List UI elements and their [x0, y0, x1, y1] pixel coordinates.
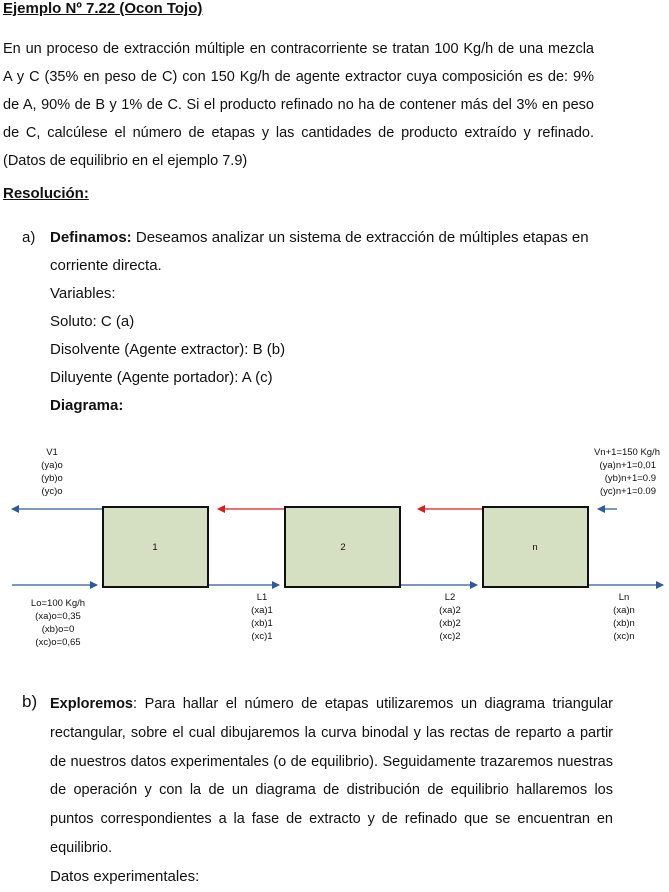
ln-xc-label: (xc)n — [613, 631, 635, 642]
lo-xb-label: (xb)o=0 — [41, 624, 75, 635]
l2-xa-label: (xa)2 — [439, 605, 461, 616]
resolution-heading: Resolución: — [3, 185, 89, 202]
section-a-body — [50, 224, 590, 420]
section-b-label: b) — [22, 692, 38, 711]
l2-label: L2 — [444, 592, 456, 603]
vn1-label: Vn+1=150 Kg/h — [593, 447, 660, 458]
stage-2-label: 2 — [340, 542, 346, 553]
lo-xa-label: (xa)o=0,35 — [35, 611, 81, 622]
disolvente-text: Disolvente (Agente extractor): B (b) — [50, 341, 286, 358]
vn1-yb-label: (yb)n+1=0.9 — [604, 473, 656, 484]
l1-xc-label: (xc)1 — [251, 631, 273, 642]
section-a-intro — [50, 224, 590, 252]
l1-xa-label: (xa)1 — [251, 605, 273, 616]
explore-text: : Para hallar el número de etapas utilizaremos un diagrama triangular rectangular, sobre el cual dibujaremos la curva binodal y las rectas de reparto a partir de nuestros datos experimentales (o de equilibrio). Seguidamente trazaremos nuestras de operación y con la de un diagrama de distribución de equilibrio hallaremos los puntos correspondientes a la fase de extracto y de refinado que se encuentran en equilibrio. — [50, 696, 613, 856]
v1-ya-label: (ya)o — [41, 460, 63, 471]
l2-xb-label: (xb)2 — [439, 618, 461, 629]
lo-xc-label: (xc)o=0,65 — [35, 637, 81, 648]
l1-label: L1 — [256, 592, 268, 603]
lo-label: Lo=100 Kg/h — [30, 598, 86, 609]
vn1-yc-label: (yc)n+1=0.09 — [600, 486, 656, 497]
countercurrent-diagram — [0, 438, 669, 658]
ln-xa-label: (xa)n — [613, 605, 635, 616]
diluyente-text: Diluyente (Agente portador): A (c) — [50, 369, 273, 386]
stage-n-label: n — [532, 542, 538, 553]
vn1-ya-label: (ya)n+1=0,01 — [599, 460, 656, 471]
diagram-heading: Diagrama: — [50, 397, 124, 414]
l1-xb-label: (xb)1 — [251, 618, 273, 629]
define-heading: Definamos: — [50, 229, 132, 246]
explore-paragraph — [50, 696, 613, 856]
soluto-text: Soluto: C (a) — [50, 313, 135, 330]
variables-label: Variables: — [50, 285, 116, 302]
define-text-1: Deseamos analizar un sistema de extracción de múltiples etapas en — [131, 229, 589, 246]
define-text-2: corriente directa. — [50, 257, 162, 274]
section-a-label: a) — [22, 229, 36, 246]
stage-1-label: 1 — [152, 542, 158, 553]
ln-xb-label: (xb)n — [613, 618, 635, 629]
v1-yc-label: (yc)o — [41, 486, 63, 497]
v1-label: V1 — [46, 447, 58, 458]
section-b-body — [50, 690, 613, 892]
problem-statement: En un proceso de extracción múltiple en contracorriente se tratan 100 Kg/h de una mezcla A y C (35% en peso de C) con 150 Kg/h de agente extractor cuya composición es de: 9% de A, 90% de B y 1% de C. Si el producto refinado no ha de contener más del 3% en peso de C, calcúlese el número de etapas y las cantidades de producto extraído y refinado. (Datos de equilibrio en el ejemplo 7.9) — [3, 41, 594, 169]
datos-experimentales-label: Datos experimentales: — [50, 867, 200, 885]
explore-heading: Exploremos — [50, 696, 133, 712]
example-title: Ejemplo Nº 7.22 (Ocon Tojo) — [3, 0, 203, 17]
v1-yb-label: (yb)o — [41, 473, 63, 484]
l2-xc-label: (xc)2 — [439, 631, 461, 642]
ln-label: Ln — [618, 592, 630, 603]
